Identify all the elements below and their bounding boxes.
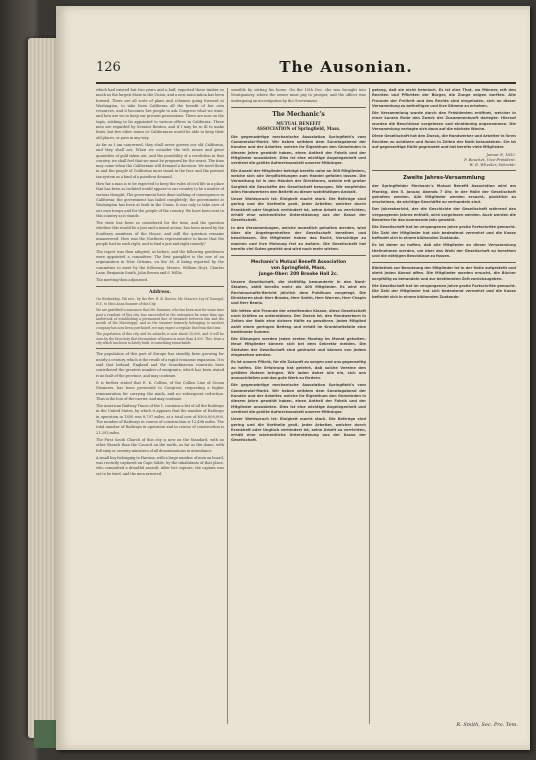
section-heading: Mechanic's Mutual Benefit Association von Springfield, Mass. Junge-Ober: 200 Brooke Hall 2c. bbox=[250, 260, 347, 278]
column-divider bbox=[369, 88, 370, 724]
article-paragraph: Die Sitzungen werden jeden ersten Montag im Monat gehalten. Neue Mitglieder können sich bei dem Sekretär melden. Die Statuten der Gesellschaft sind gedruckt und können von jedem eingesehen werden. bbox=[231, 337, 366, 357]
section-rule bbox=[372, 262, 516, 263]
journal-title: The Ausonian. bbox=[279, 58, 413, 76]
section-heading: Address. bbox=[148, 290, 172, 296]
masthead bbox=[96, 58, 516, 80]
article-paragraph: As far as I am concerned, they shall never govern our old California, and they shall not. When we consider the rich mines and great quantities of gold taken out, and the possibility of a revolution in that country, we shall feel that we must be prepared for the worst. The time may come when the Californian will demand a decision. We need them in and the people of California must stand in the face and the present tax system as a kind of a pointless demand. bbox=[96, 142, 224, 179]
article-paragraph: Die Versammlung wurde durch den Präsidenten eröffnet, welcher in einer kurzen Rede den Zweck der Zusammenkunft darlegte. Hierauf wurden die Beschlüsse vorgelesen und einstimmig angenommen. Die Versammlung vertagte sich dann auf die nächste Woche. bbox=[372, 111, 516, 132]
article-paragraph: The population of this part of Europe has steadily been growing for nearly a century, which is the result of a rapid economic expansion. It is said that Ireland, England and the Scandinavian countries have contributed the greatest number of emigrants, which has been stated is no fault of the province, and may continue. bbox=[96, 352, 224, 378]
article-paragraph: The First South Church of this city is now on the Standard, with no other Branch than the Council on the north, as far as the dome, with full sixty or seventy ministers of all denominations in attendance. bbox=[96, 437, 224, 453]
article-paragraph: Diese Gesellschaft hat den Zweck, die Handwerker und Arbeiter in ihren Rechten zu schützen und ihnen in Zeiten der Noth beizustehen. Sie ist auf gegenseitige Hülfe gegründet und hat bereits viele Mitglieder. bbox=[372, 134, 516, 149]
section-rule bbox=[231, 107, 366, 108]
article-paragraph: How far a man is to be expected to keep the rules of civil life in a place that has been so isolated would appear to our country to be a matter of serious thought. The government have done nothing of consequence in California; the government has failed completely; the government at Washington has been at fault in the Union. It was only to take care of our own troops and for the people of the country. We have been sent to this country as it stands. bbox=[96, 182, 224, 218]
article-paragraph: The meeting then adjourned. bbox=[96, 278, 149, 283]
column-3 bbox=[372, 88, 516, 724]
section-subheading: MUTUAL BENEFIT ASSOCIATION of Springfield, Mass. bbox=[256, 120, 341, 132]
column-divider bbox=[227, 88, 228, 724]
article-paragraph: sensible by setting his horse. On the 10th Dec. she was brought into Montgomery, where the owner must pay to prosper, and the officer was undergoing an investigation by the Government. bbox=[231, 88, 366, 103]
article-paragraph: Die Gesellschaft hat im vergangenen Jahre große Fortschritte gemacht. Die Zahl der Mitglieder hat sich bedeutend vermehrt und die Kasse befindet sich in einem blühenden Zustande. bbox=[372, 284, 516, 299]
article-paragraph: Unsere Gesellschaft, die vielfältig bewunderte in den Nord-Staaten, zählt bereits mehr als 400 Mitglieder. Es wird ein Rechenschafts-Bericht jährlich dem Publikum vorgelegt. Die Direktoren sind: Herr Brooks, Herr Smith, Herr Warren, Herr Chapin und Herr Bemis. bbox=[231, 280, 366, 306]
article-paragraph: Unser Wahlspruch ist: Einigkeit macht stark. Die Beiträge sind gering und die Vortheile groß. Jeder Arbeiter, welcher durch Krankheit oder Unglück verhindert ist, seine Arbeit zu verrichten, erhält eine wöchentliche Unterstützung aus der Kasse der Gesellschaft. bbox=[231, 417, 366, 443]
notice-paragraph: The population of this city and its suburbs is now about 35,000, and it will be seen by the Directory that the number of houses is more than 4,000. This, from a city which has been so lately built, is something remarkable. bbox=[96, 332, 224, 346]
article-paragraph: Der Jahresbericht, der die Geschichte der Gesellschaft während des vergangenen Jahres enthält, wird vorgelesen werden. Auch werden die Beamten für das kommende Jahr gewählt. bbox=[372, 207, 516, 223]
article-paragraph: Wir bitten alle Freunde der arbeitenden Klasse, diese Gesellschaft nach Kräften zu unterstützen. Der Zweck ist, den Handwerkern in Zeiten der Noth eine sichere Hülfe zu gewähren. Jedes Mitglied zahlt einen geringen Beitrag und erhält im Krankheitsfalle eine bestimmte Summe. bbox=[231, 308, 366, 334]
article-paragraph: Es ist unsere Pflicht, für die Zukunft zu sorgen und uns gegenseitig zu helfen. Die Erfahrung hat gelehrt, daß solche Vereine den größten Nutzen bringen. Wir laden daher alle ein, sich uns anzuschließen und das gute Werk zu fördern. bbox=[231, 360, 366, 381]
article-paragraph: Unser Wahlspruch ist: Einigkeit macht stark. Die Beiträge sind gering und die Vortheile groß. Jeder Arbeiter, welcher durch Krankheit oder Unglück verhindert ist, seine Arbeit zu verrichten, erhält eine wöchentliche Unterstützung aus der Kasse der Gesellschaft. bbox=[231, 197, 366, 223]
signature-block: Januar 8, 1852. F. Bouchet, Vice-Präsident. W. R. Wheeler, Sekretär. bbox=[464, 152, 516, 168]
section-rule bbox=[96, 286, 224, 287]
section-rule bbox=[96, 348, 224, 349]
article-paragraph: Die gegenwärtige mechanische Assoziation Springfield's vom Commerzial-Markt. Wir haben seitdem dem Sonntagabend der Kunden und der Arbeiter, welche ihr Eigenthum den Gemeinden in diesem Jahre gewählt haben, einen Antheil der Fabrik und der Mitglieder anzubieten. Dies ist eine wichtige Angelegenheit und verdient die größte Aufmerksamkeit unserer Mitbürger. bbox=[231, 383, 366, 414]
article-paragraph: In den Versammlungen, welche monatlich gehalten werden, wird über die Angelegenheiten der Gesellschaft berathen und beschlossen. Die Mitglieder haben das Recht, Vorschläge zu machen und ihre Meinung frei zu äußern. Die Gesellschaft hat bereits viel Gutes gewirkt und wird noch mehr wirken. bbox=[231, 225, 366, 251]
column-2 bbox=[231, 88, 366, 724]
article-paragraph: Bibliothek zur Benutzung der Mitglieder ist in der Halle aufgestellt und steht jeden Abend offen. Die Mitglieder werden ersucht, die Bücher sorgfältig zu behandeln und zur bestimmten Zeit zurückzugeben. bbox=[372, 266, 516, 281]
bottom-signature: R. Smith, Sec. Pro. Tem. bbox=[456, 722, 518, 728]
newspaper-page bbox=[56, 6, 530, 750]
article-paragraph: The report was then adopted, as before, and the following gentlemen were appointed a committee: The first pamphlet is the one of an organization in New Orleans, on the 3d, it being reported by the committee to meet by the following: Messrs. William Hoyt, Charles Lane, Benjamin Smith, John Brown and S. Willis. bbox=[96, 249, 224, 275]
article-paragraph: Die gegenwärtige mechanische Assoziation Springfield's vom Commerzial-Markt. Wir haben seitdem dem Sonntagabend der Kunden und der Arbeiter, welche ihr Eigenthum den Gemeinden in diesem Jahre gewählt haben, einen Antheil der Fabrik und der Mitglieder anzubieten. Dies ist eine wichtige Angelegenheit und verdient die größte Aufmerksamkeit unserer Mitbürger. bbox=[231, 134, 366, 166]
article-paragraph: Es ist daher zu hoffen, daß alle Mitglieder an dieser Versammlung theilnehmen werden, um über das Wohl der Gesellschaft zu berathen und die nöthigen Beschlüsse zu fassen. bbox=[372, 243, 516, 258]
article-paragraph: Die Gesellschaft hat im vergangenen Jahre große Fortschritte gemacht. Die Zahl der Mitglieder hat sich bedeutend vermehrt und die Kasse befindet sich in einem blühenden Zustande. bbox=[372, 225, 516, 240]
header-rule bbox=[96, 82, 516, 84]
article-paragraph: A small boy belonging to Havana, with a large number of men on board, was recently captured on Cape Sable, by the inhabitants of that place, who committed a dreadful assault. After her capture, the captain was set to be tried, and the men arrested. bbox=[96, 455, 224, 476]
notice-paragraph: We are gratified to announce that Mr. Dummer, who has been now for some time past a resident of this city, has succeeded in the enterprise he some time ago undertook of establishing a permanent line of steamers between this and the mouth of the Mississippi; and as the steamer formerly belonging to another company has now been purchased, we may expect a regular line from this time. bbox=[96, 308, 224, 330]
column-1 bbox=[96, 88, 224, 724]
section-rule bbox=[231, 255, 366, 256]
book-page-edges bbox=[28, 38, 58, 738]
article-paragraph: der Springfielder Mechanic's Mutual Benefit Association wird am Montag, den 5. Januar, Abends 7 Uhr, in der Halle der Gesellschaft gehalten werden. Alle Mitglieder werden ersucht, pünktlich zu erscheinen, da wichtige Geschäfte zu verhandeln sind. bbox=[372, 184, 516, 205]
page-number: 126 bbox=[96, 60, 121, 75]
section-heading: The Mechanic's bbox=[272, 110, 325, 118]
notice-paragraph: On Wednesday, 5th inst., by the Rev. R. B. Bowen, Mr. Maurice Ley of Donegal, N.Y., to Miss Anna Sumner of this City. bbox=[96, 297, 224, 306]
section-rule bbox=[372, 170, 516, 171]
article-paragraph: It is further stated that E. K. Collins, of the Collins Line of Ocean Steamers, has been presented to Congress, requesting a higher remuneration for carrying the mails, and no subsequent reduction. Thus is the loss of the carrier, and may continue. bbox=[96, 380, 224, 401]
article-paragraph: Die Anzahl der Mitglieder beträgt bereits nahe an 500 Mitgliedern, welche sich alle Verpflichtungen zum Handel gefallen lassen. Die Verwaltung ist in den Händen der Direktoren, welche mit großer Sorgfalt die Geschäfte der Gesellschaft besorgen. Wir empfehlen allen Handwerkern den Beitritt zu dieser wohlthätigen Anstalt. bbox=[231, 168, 366, 194]
article-paragraph: gelang, daß sie nicht heimisch. Es ist eine That, wo Männer, mit den Rechten und Pflichten der Bürger, die Zunge zeigen durften. Alle Freunde der Freiheit und des Rechts sind eingeladen, sich an dieser Versammlung zu betheiligen und ihre Stimme zu erheben. bbox=[372, 88, 516, 108]
article-paragraph: which had existed but two years and a half, exported these timber so much as the largest State in the Union, and a new association has been formed. There are all sorts of plans and schemes going forward at Washington, to take from California all the benefit of her own resources, and it becomes her people to ask Congress what we want, and how are we to keep our present possessions. There are now on the tapis, wishing to be appointed to various offices in California. These men are regarded by Senator Benton, and if I may be so ill to make hints, but few other mines or Californians would be able to keep their old places, or pass in any way. bbox=[96, 88, 224, 140]
article-paragraph: The state has been so considered for the time, and the question whether this would be a just and a moral action, has been raised by the Southern members of the House, and still the question remains unanswered. How was the Northern representative to know that the people had no such right, and to find a just and right remedy? bbox=[96, 221, 224, 247]
section-heading: Zweite Jahres-Versammlung bbox=[403, 175, 485, 182]
article-paragraph: The American Railway Times of the 1, contains a list of all the Railways in the United States, by which it appears that the number of Railways in operation in 1850 was 8,797 miles, at a total cost of $300,000,000. The number of Railways in course of construction is 12,496 miles. The total number of Railways in operation and in course of construction is 21,293 miles. bbox=[96, 404, 224, 435]
